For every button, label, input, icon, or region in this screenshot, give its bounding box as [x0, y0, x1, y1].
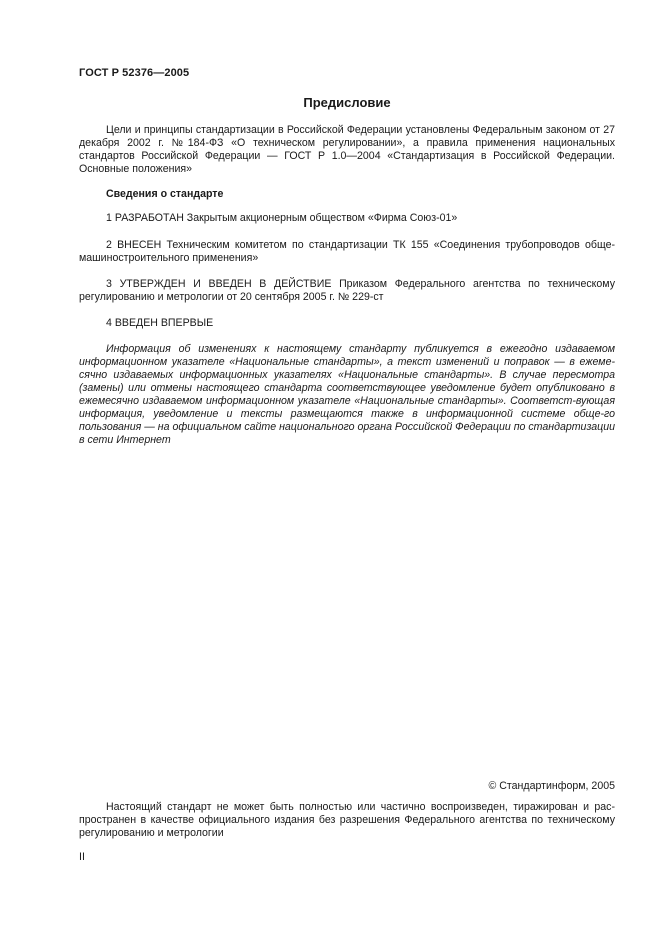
page-number: II	[79, 851, 85, 863]
copyright-line: © Стандартинформ, 2005	[488, 780, 615, 792]
info-item-3: 3 УТВЕРЖДЕН И ВВЕДЕН В ДЕЙСТВИЕ Приказом Федерального агентства по техническому регулированию и метрологии от 20 сентября 2005 г. № 229-ст	[79, 278, 615, 303]
document-id-header: ГОСТ Р 52376—2005	[79, 67, 190, 79]
reproduction-notice: Настоящий стандарт не может быть полностью или частично воспроизведен, тиражирован и рас-пространен в качестве официального издания без разрешения Федерального агентства по техническому регулированию и метрологии	[79, 801, 615, 839]
info-item-1: 1 РАЗРАБОТАН Закрытым акционерным обществом «Фирма Союз-01»	[106, 212, 458, 224]
info-item-2: 2 ВНЕСЕН Техническим комитетом по стандартизации ТК 155 «Соединения трубопроводов обще-машиностроительного применения»	[79, 239, 615, 264]
notice-paragraph: Информация об изменениях к настоящему стандарту публикуется в ежегодно издаваемом информационном указателе «Национальные стандарты», а текст изменений и поправок — в ежеме-сячно издаваемых информационных указателях «Национальные стандарты». В случае пересмотра (замены) или отмены настоящего стандарта соответствующее уведомление будет опубликовано в ежемесячно издаваемом информационном указателе «Национальные стандарты». Соответст-вующая информация, уведомление и тексты размещаются также в информационной системе обще-го пользования — на официальном сайте национального органа Российской Федерации по стандартизации в сети Интернет	[79, 343, 615, 446]
intro-paragraph: Цели и принципы стандартизации в Российской Федерации установлены Федеральным законом от 27 декабря 2002 г. №184-ФЗ «О техническом регулировании», а правила применения национальных стандартов Российской Федерации — ГОСТ Р 1.0—2004 «Стандартизация в Российской Федерации. Основные положения»	[79, 124, 615, 175]
page-title: Предисловие	[303, 95, 391, 110]
info-heading: Сведения о стандарте	[106, 188, 224, 200]
info-item-4: 4 ВВЕДЕН ВПЕРВЫЕ	[106, 317, 214, 329]
